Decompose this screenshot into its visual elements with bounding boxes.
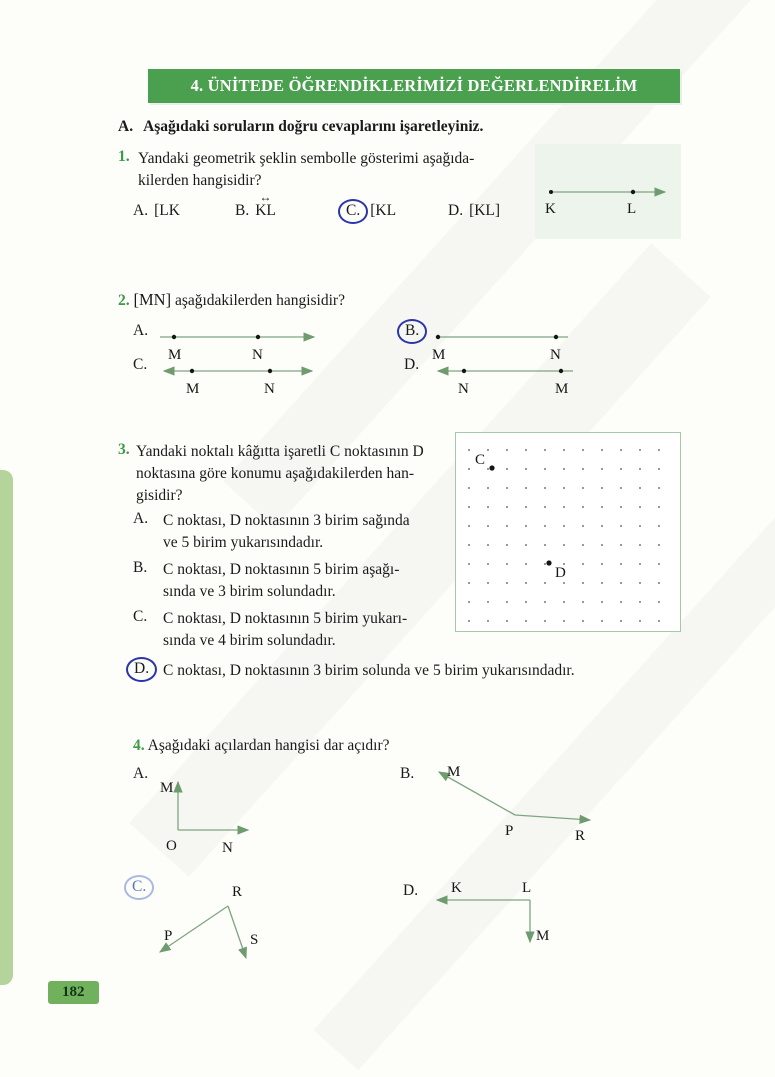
option-text: [KL: [370, 202, 397, 219]
q2-option-c-letter: C.: [133, 356, 148, 373]
point-label-m: M: [555, 381, 569, 397]
point-label-m: M: [168, 347, 182, 363]
section-a-heading: [118, 118, 483, 136]
point-label-p: P: [164, 928, 173, 944]
dotted-grid: [455, 432, 681, 632]
q1-ray-figure: [535, 144, 681, 239]
q2-option-b-letter: [404, 322, 429, 341]
q4-figure-a-right-angle: [148, 768, 268, 860]
answer-circle-mark-light: C.: [124, 875, 154, 900]
point-l-dot: [631, 190, 635, 194]
point-c-dot: [489, 465, 494, 470]
q4-option-b-letter: B.: [400, 765, 415, 782]
q4-stem: [133, 737, 390, 755]
point-label-n: N: [458, 381, 469, 397]
option-text: [KL]: [469, 202, 501, 219]
q2-figure-c-line: [152, 359, 327, 401]
point-label-r: R: [232, 884, 243, 900]
q1-option-a: [133, 202, 180, 220]
point-label-m: M: [432, 347, 446, 363]
q3-option-a-line1: C noktası, D noktasının 3 birim sağında: [163, 512, 410, 529]
q2-text: aşağıdakilerden hangisidir?: [174, 292, 345, 309]
point-label-n: N: [252, 347, 263, 363]
q1-option-c: [345, 202, 396, 221]
q2-option-d-letter: D.: [404, 356, 420, 373]
point-n-dot: [462, 369, 466, 373]
q4-number: 4.: [133, 737, 145, 754]
q1-number: 1.: [118, 148, 130, 165]
q4-figure-d-right-angle: [425, 876, 585, 958]
q1-text-line2: kilerden hangisidir?: [138, 172, 262, 189]
point-m-dot: [436, 335, 440, 339]
q3-text-line2: noktasına göre konumu aşağıdakilerden han-: [136, 465, 415, 482]
point-k-dot: [549, 190, 553, 194]
option-letter: D.: [448, 202, 464, 219]
q3-option-d-letter: [133, 660, 159, 679]
section-instruction: Aşağıdaki soruların doğru cevaplarını işaretleyiniz.: [143, 118, 484, 135]
q3-option-c-letter: C.: [133, 608, 148, 625]
q4-text: Aşağıdaki açılardan hangisi dar açıdır?: [147, 737, 390, 754]
page-number: 182: [48, 981, 99, 1004]
ray-lower-right: [228, 906, 246, 958]
q1-option-d: [448, 202, 500, 220]
section-label: A.: [118, 118, 134, 135]
point-label-o: O: [166, 838, 177, 854]
point-n-dot: [554, 335, 558, 339]
q1-option-b: [235, 190, 276, 220]
q4-figure-c-acute-angle: [148, 878, 283, 976]
q2-option-a-letter: A.: [133, 322, 149, 339]
unit-banner-title: 4. ÜNİTEDE ÖĞRENDİKLERİMİZİ DEĞERLENDİRELİM: [148, 69, 680, 103]
point-label-m: M: [536, 928, 550, 944]
answer-circle-mark: D.: [126, 657, 157, 682]
point-label-c: C: [475, 452, 486, 468]
q3-option-b-letter: B.: [133, 559, 148, 576]
option-text: KL: [255, 202, 276, 219]
q3-number: 3.: [118, 441, 130, 458]
q3-option-c-line2: sında ve 4 birim solundadır.: [163, 632, 336, 649]
point-label-k: K: [451, 880, 462, 896]
q4-option-d-letter: D.: [403, 882, 419, 899]
option-text-with-overarrow: [255, 190, 276, 220]
point-label-n: N: [550, 347, 561, 363]
point-label-k: K: [545, 201, 556, 217]
q1-text-line1: Yandaki geometrik şeklin sembolle gösterimi aşağıda-: [138, 150, 475, 167]
q2-figure-d-ray: [428, 359, 583, 401]
point-label-m: M: [160, 780, 174, 796]
q3-option-b-line2: sında ve 3 birim solundadır.: [163, 583, 336, 600]
q4-option-a-letter: A.: [133, 765, 149, 782]
q3-option-c-line1: C noktası, D noktasının 5 birim yukarı-: [163, 610, 408, 627]
point-m-dot: [559, 369, 563, 373]
point-n-dot: [268, 369, 272, 373]
point-label-d: D: [555, 565, 566, 581]
point-label-n: N: [264, 381, 275, 397]
q4-figure-b-obtuse-angle: [415, 760, 605, 845]
point-m-dot: [190, 369, 194, 373]
answer-circle-mark: C.: [338, 199, 368, 224]
point-label-m: M: [447, 764, 461, 780]
option-letter: A.: [133, 202, 149, 219]
point-d-dot: [546, 560, 551, 565]
option-letter: B.: [235, 202, 250, 219]
q3-dotted-grid-figure: [455, 432, 681, 632]
q3-text-line3: gisidir?: [136, 487, 183, 504]
option-text: [LK: [154, 202, 180, 219]
q3-option-a-line2: ve 5 birim yukarısındadır.: [163, 534, 324, 551]
q2-stem: [118, 290, 345, 310]
point-label-n: N: [222, 840, 233, 856]
q2-number: 2.: [118, 292, 130, 309]
q3-option-d-line1: C noktası, D noktasının 3 birim solunda ve 5 birim yukarısındadır.: [163, 662, 575, 679]
q3-option-b-line1: C noktası, D noktasının 5 birim aşağı-: [163, 561, 400, 578]
answer-circle-mark: B.: [397, 319, 427, 344]
q2-notation: [MN]: [133, 290, 172, 309]
point-label-p: P: [505, 823, 514, 839]
point-label-s: S: [250, 932, 259, 948]
side-tab: [0, 470, 13, 985]
point-label-m: M: [186, 381, 200, 397]
line-overarrow-icon: ↔: [259, 190, 272, 204]
point-label-r: R: [575, 828, 586, 844]
point-label-l: L: [522, 880, 532, 896]
point-n-dot: [256, 335, 260, 339]
ray-right: [515, 815, 590, 820]
q3-text-line1: Yandaki noktalı kâğıtta işaretli C noktasının D: [136, 443, 424, 460]
q1-figure-box: [535, 144, 681, 239]
point-m-dot: [172, 335, 176, 339]
q3-option-a-letter: A.: [133, 510, 149, 527]
point-label-l: L: [627, 201, 637, 217]
